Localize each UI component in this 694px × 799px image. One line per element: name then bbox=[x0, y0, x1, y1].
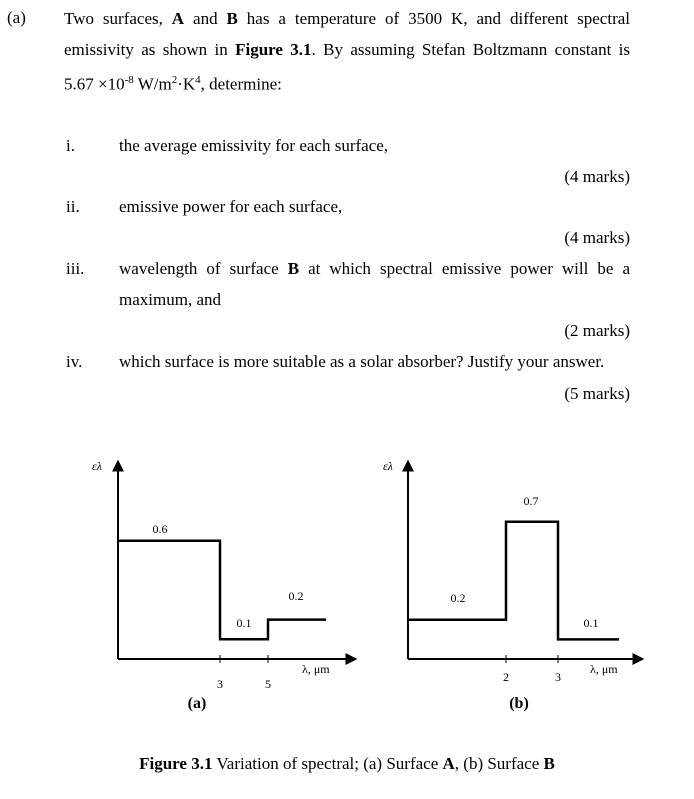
panel-label-a: (a) bbox=[187, 695, 207, 712]
data-label: 0.2 bbox=[288, 589, 304, 603]
data-label: 0.6 bbox=[152, 522, 168, 536]
y-axis-label: ελ bbox=[383, 459, 393, 473]
data-label: 0.2 bbox=[450, 591, 466, 605]
question-marks: (4 marks) bbox=[564, 228, 630, 247]
question-marks: (4 marks) bbox=[564, 167, 630, 186]
section-label: (a) bbox=[7, 8, 26, 27]
panel-label-b: (b) bbox=[509, 695, 529, 712]
data-label: 0.7 bbox=[523, 494, 539, 508]
question-number: ii. bbox=[66, 197, 80, 216]
chart-panel-b bbox=[383, 459, 642, 684]
question-number: iii. bbox=[66, 259, 85, 278]
x-axis-label: λ, μm bbox=[302, 662, 330, 676]
statement-line-2: emissivity as shown in Figure 3.1. By assuming Stefan Boltzmann constant is bbox=[64, 40, 630, 59]
data-label: 0.1 bbox=[583, 616, 599, 630]
question-text: which surface is more suitable as a solar absorber? Justify your answer. bbox=[119, 352, 605, 371]
statement-line-3: $5.67 \times 10^{-8}$ $W/m^2\cdot K^4$, determine: bbox=[64, 74, 282, 94]
question-marks: (2 marks) bbox=[564, 321, 630, 340]
question-number: iv. bbox=[66, 352, 83, 371]
question-text: the average emissivity for each surface, bbox=[119, 136, 389, 155]
x-tick-label: 3 bbox=[217, 677, 223, 691]
data-label: 0.1 bbox=[236, 616, 252, 630]
figure-reference: Figure 3.1 bbox=[235, 40, 312, 59]
x-axis-label: λ, μm bbox=[590, 662, 618, 676]
chart-panel-a bbox=[92, 459, 355, 691]
question-number: i. bbox=[66, 136, 75, 155]
x-tick-label: 5 bbox=[265, 677, 271, 691]
x-tick-label: 2 bbox=[503, 670, 509, 684]
figure-caption: Figure 3.1 Variation of spectral; (a) Surface A, (b) Surface B bbox=[139, 754, 555, 773]
question-text: wavelength of surface B at which spectral emissive power will be a maximum, and bbox=[119, 259, 630, 309]
statement-line-1: Two surfaces, A and B has a temperature of 3500 K, and different spectral bbox=[64, 9, 631, 28]
x-tick-label: 3 bbox=[555, 670, 561, 684]
y-axis-label: ελ bbox=[92, 459, 102, 473]
question-text: emissive power for each surface, bbox=[119, 197, 343, 216]
question-marks: (5 marks) bbox=[564, 384, 630, 403]
